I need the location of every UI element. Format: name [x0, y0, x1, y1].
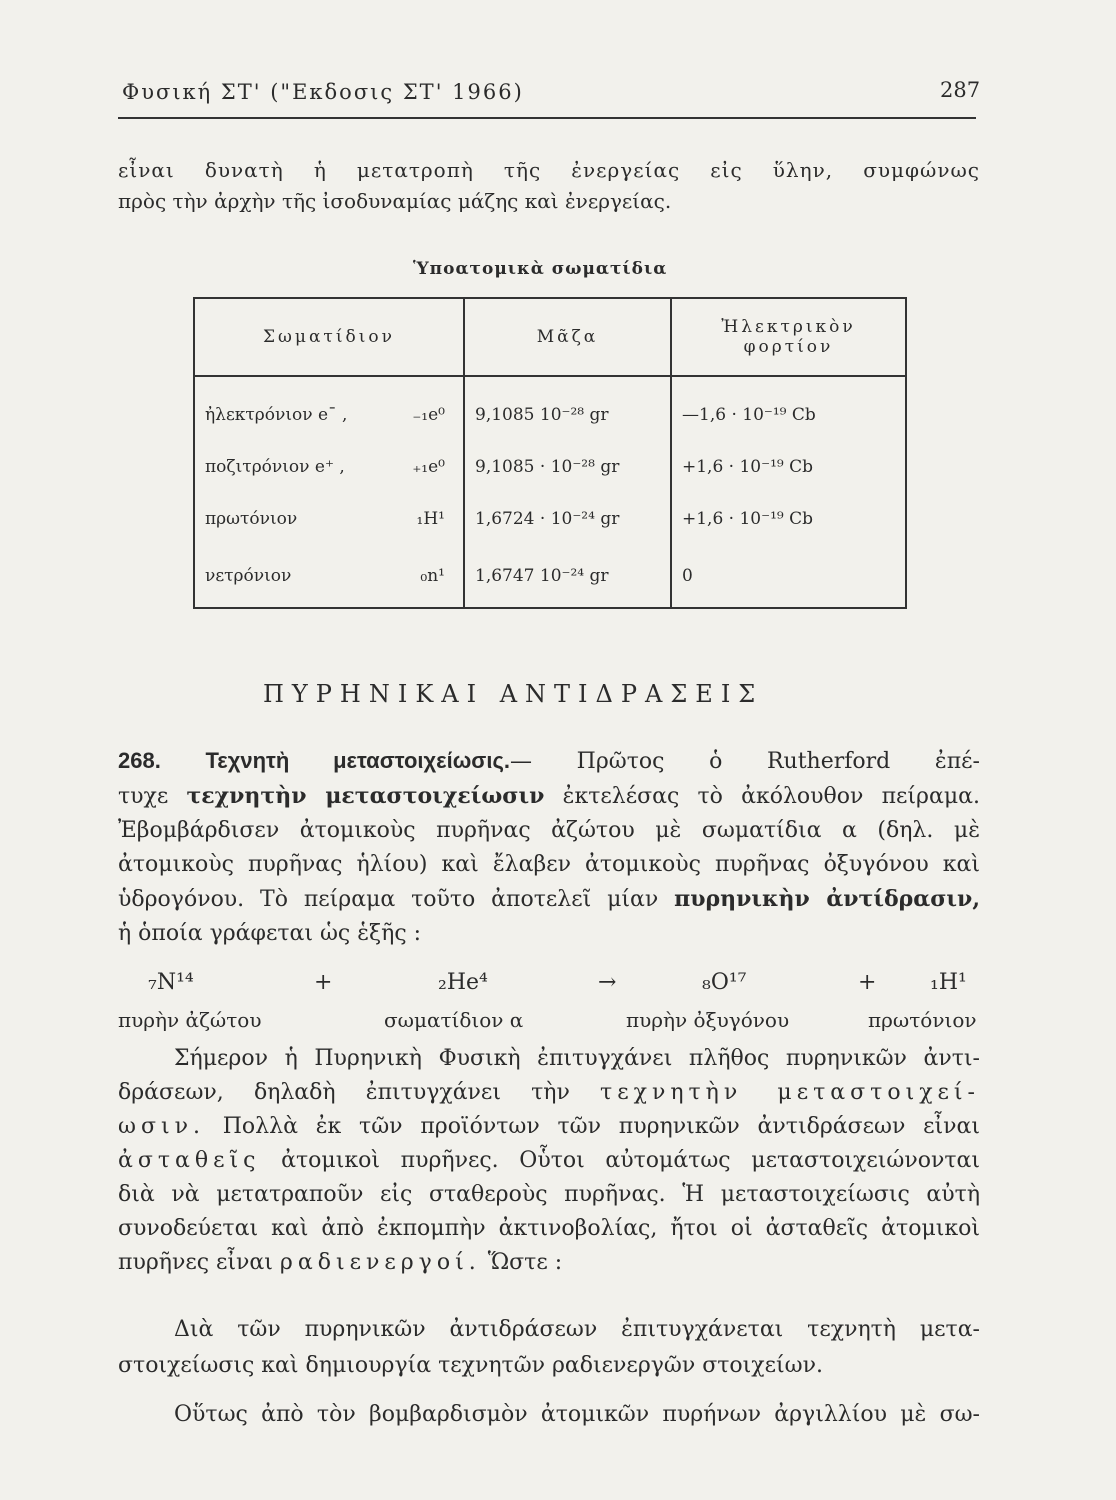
charge-cell: —1,6 · 10⁻¹⁹ Cb: [671, 376, 906, 441]
article-text: ὑδρογόνου. Τὸ πείραμα τοῦτο ἀποτελεῖ μίαν: [118, 887, 659, 912]
particles-table: [193, 297, 907, 609]
article-line-2: [118, 779, 980, 814]
charge-cell: 0: [671, 545, 906, 608]
conclusion-line-2: στοιχείωσις καὶ δημιουργία τεχνητῶν ραδιενεργῶν στοιχείων.: [118, 1353, 823, 1378]
body-text: δράσεων, δηλαδὴ ἐπιτυγχάνει τὴν: [118, 1080, 570, 1105]
body-text: Ὥστε :: [487, 1250, 563, 1275]
intro-line-1: εἶναι δυνατὴ ἡ μετατροπὴ τῆς ἐνεργείας εἰς ὕλην, συμφώνως: [118, 158, 980, 182]
body-line-4: [118, 1144, 980, 1178]
mass-cell: 1,6724 · 10⁻²⁴ gr: [464, 493, 671, 545]
page-number: 287: [940, 78, 981, 102]
table-row: [194, 545, 906, 608]
article-paragraph: [118, 744, 980, 951]
plus-sign: +: [858, 970, 877, 995]
table-caption: Ὑποατομικὰ σωματίδια: [413, 259, 668, 279]
article-number: 268.: [118, 748, 161, 773]
header-rule: [118, 117, 976, 119]
body-text: ἀτομικοὶ πυρῆνες. Οὗτοι αὐτομάτως μεταστοιχειώνονται: [281, 1148, 980, 1173]
table-row: [194, 376, 906, 441]
equation-label: σωματίδιον α: [384, 1008, 524, 1032]
article-line-3: Ἐβομβάρδισεν ἀτομικοὺς πυρῆνας ἀζώτου μὲ σωματίδια α (δηλ. μὲ: [118, 818, 980, 843]
conclusion-line-1: Διὰ τῶν πυρηνικῶν ἀντιδράσεων ἐπιτυγχάνεται τεχνητὴ μετα-: [174, 1317, 980, 1342]
spaced-term: τεχνητὴν μεταστοιχεί-: [600, 1080, 980, 1105]
particle-name: νετρόνιον: [205, 566, 292, 586]
body-line-3: [118, 1110, 980, 1144]
particle-name: ποζιτρόνιον e⁺ ,: [205, 457, 345, 477]
col-header-mass: Μᾶζα: [464, 298, 671, 376]
last-line: Οὕτως ἀπὸ τὸν βομβαρδισμὸν ἀτομικῶν πυρήνων ἀργιλλίου μὲ σω-: [174, 1402, 980, 1427]
table-row: [194, 493, 906, 545]
table-row: [194, 441, 906, 493]
article-line-4: ἀτομικοὺς πυρῆνας ἡλίου) καὶ ἔλαβεν ἀτομικοὺς πυρῆνας ὀξυγόνου καὶ: [118, 852, 980, 877]
body-paragraph: [118, 1042, 980, 1280]
particle-name: ἠλεκτρόνιον e¯ ,: [205, 405, 348, 425]
particle-cell: [194, 376, 464, 441]
intro-line-2: πρὸς τὴν ἀρχὴν τῆς ἰσοδυναμίας μάζης καὶ ἐνεργείας.: [118, 189, 672, 213]
col-header-charge: Ἠλεκτρικὸν φορτίον: [671, 298, 906, 376]
article-line-1: [118, 744, 980, 779]
bold-term: τεχνητὴν μεταστοιχείωσιν: [186, 783, 545, 809]
spaced-term: ωσιν.: [118, 1114, 205, 1139]
body-line-5: διὰ νὰ μετατραποῦν εἰς σταθεροὺς πυρῆνας. Ἡ μεταστοιχείωσις αὐτὴ: [118, 1182, 980, 1207]
equation-label: πρωτόνιον: [868, 1008, 977, 1032]
body-line-2: [118, 1076, 980, 1110]
col-header-particle: Σωματίδιον: [194, 298, 464, 376]
body-line-1: Σήμερον ἡ Πυρηνικὴ Φυσικὴ ἐπιτυγχάνει πλῆθος πυρηνικῶν ἀντι-: [174, 1046, 980, 1071]
particle-symbol: ₊₁e⁰: [412, 457, 445, 477]
helium-term: ₂He⁴: [438, 970, 488, 995]
particle-cell: [194, 441, 464, 493]
last-paragraph: [118, 1398, 980, 1432]
running-header: Φυσική ΣΤ' ("Εκδοσις ΣΤ' 1966): [122, 80, 524, 104]
oxygen-term: ₈O¹⁷: [702, 970, 747, 995]
mass-cell: 9,1085 10⁻²⁸ gr: [464, 376, 671, 441]
arrow-icon: →: [598, 970, 617, 995]
equation-label: πυρὴν ἀζώτου: [118, 1008, 262, 1032]
spaced-term: ραδιενεργοί.: [279, 1250, 481, 1275]
bold-term: πυρηνικὴν ἀντίδρασιν,: [674, 886, 980, 912]
nitrogen-term: ₇N¹⁴: [148, 970, 194, 995]
article-line-6: ἡ ὁποία γράφεται ὡς ἑξῆς :: [118, 921, 422, 946]
hydrogen-term: ₁H¹: [930, 970, 967, 995]
particle-symbol: ₀n¹: [420, 566, 445, 586]
body-text: Πολλὰ ἐκ τῶν προϊόντων τῶν πυρηνικῶν ἀντιδράσεων εἶναι: [222, 1114, 980, 1139]
particle-cell: [194, 493, 464, 545]
mass-cell: 1,6747 10⁻²⁴ gr: [464, 545, 671, 608]
mass-cell: 9,1085 · 10⁻²⁸ gr: [464, 441, 671, 493]
body-line-7: [118, 1246, 980, 1280]
section-title: ΠΥΡΗΝΙΚΑΙ ΑΝΤΙΔΡΑΣΕΙΣ: [263, 680, 764, 708]
equation-label: πυρὴν ὀξυγόνου: [626, 1008, 790, 1032]
spaced-term: ἀσταθεῖς: [118, 1148, 261, 1173]
particle-symbol: ₋₁e⁰: [412, 405, 445, 425]
particle-name: πρωτόνιον: [205, 509, 298, 529]
intro-paragraph: [118, 155, 980, 217]
article-title: Τεχνητὴ μεταστοιχείωσις.: [205, 748, 511, 773]
article-text: τυχε: [118, 784, 169, 809]
plus-sign: +: [314, 970, 333, 995]
body-text: πυρῆνες εἶναι: [118, 1250, 273, 1275]
charge-cell: +1,6 · 10⁻¹⁹ Cb: [671, 441, 906, 493]
charge-cell: +1,6 · 10⁻¹⁹ Cb: [671, 493, 906, 545]
particle-cell: [194, 545, 464, 608]
article-line-5: [118, 882, 980, 917]
particle-symbol: ₁H¹: [416, 509, 445, 529]
article-text: ἐκτελέσας τὸ ἀκόλουθον πείραμα.: [562, 784, 980, 809]
title-dash: —: [510, 749, 533, 774]
conclusion-paragraph: [118, 1312, 980, 1384]
table-header-row: [194, 298, 906, 376]
article-text: Πρῶτος ὁ Rutherford ἐπέ-: [576, 749, 980, 774]
body-line-6: συνοδεύεται καὶ ἀπὸ ἐκπομπὴν ἀκτινοβολίας, ἤτοι οἱ ἀσταθεῖς ἀτομικοὶ: [118, 1216, 980, 1241]
